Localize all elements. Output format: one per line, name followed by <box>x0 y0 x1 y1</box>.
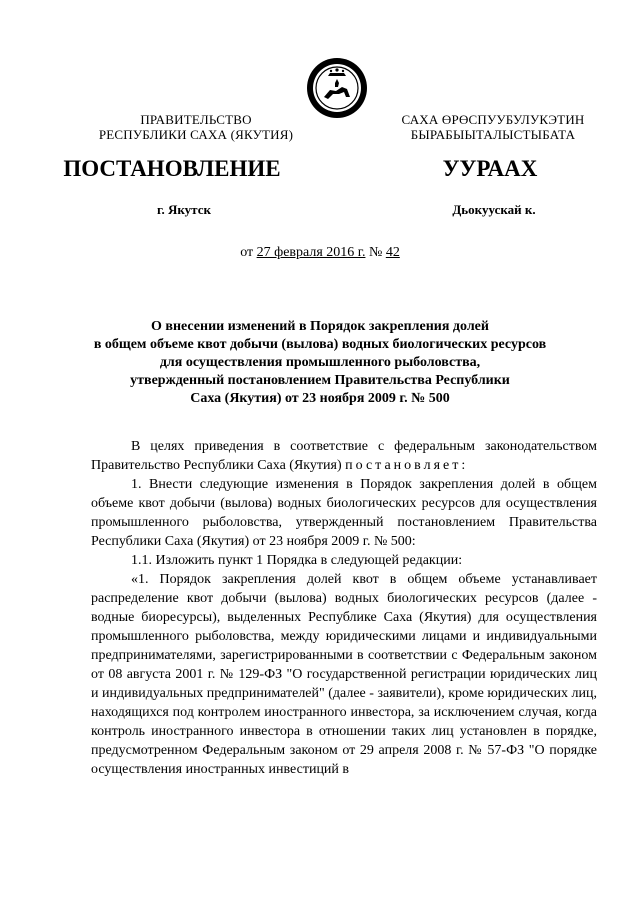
date-number-line <box>0 245 640 261</box>
government-name-ru-line2: РЕСПУБЛИКИ САХА (ЯКУТИЯ) <box>98 127 294 142</box>
paragraph-item-1-1: 1.1. Изложить пункт 1 Порядка в следующей редакции: <box>131 553 463 568</box>
government-name-ru <box>96 112 296 142</box>
city-sakha: Дьокуускай к. <box>452 202 536 217</box>
decree-date: 27 февраля 2016 г. <box>256 245 366 260</box>
government-name-sakha-line2: БЫРАБЫЫТАЛЫСТЫБАТА <box>410 127 576 142</box>
government-name-sakha <box>388 112 598 142</box>
heading-line1: О внесении изменений в Порядок закрепления долей <box>151 319 489 334</box>
document-heading <box>80 318 560 408</box>
preamble-resolves: постановляет: <box>345 458 469 473</box>
heading-line4: утвержденный постановлением Правительства Республики <box>130 373 510 388</box>
heading-line5: Саха (Якутия) от 23 ноября 2009 г. № 500 <box>190 391 450 406</box>
number-prefix: № <box>365 245 386 260</box>
doc-type-sakha: УУРААХ <box>442 156 538 181</box>
paragraph-quoted-item: «1. Порядок закрепления долей квот в общем объеме устанавливает распределение квот добычи (вылова) водных биологических ресурсов (далее - водные биоресурсы), выделенных Республике Саха (Якутия) для осуществления промышленного рыболовства, между юридическими лицами и индивидуальными предпринимателями, зарегистрированными в соответствии с Федеральным законом от 08 августа 2001 г. № 129-ФЗ "О государственной регистрации юридических лиц и индивидуальных предпринимателей" (далее - заявители), кроме юридических лиц, находящихся под контролем иностранного инвестора, за исключением случая, когда контроль иностранного инвестора в отношении таких лиц установлен в порядке, предусмотренном Федеральным законом от 29 апреля 2008 г. № 57-ФЗ "О порядке осуществления иностранных инвестиций в <box>91 572 597 777</box>
doc-type-ru: ПОСТАНОВЛЕНИЕ <box>63 156 281 181</box>
paragraph-item-1: 1. Внести следующие изменения в Порядок закрепления долей в общем объеме квот добычи (вылова) водных биологических ресурсов для осуществления промышленного рыболовства, утвержденный постановлением Правительства Республики Саха (Якутия) от 23 ноября 2009 г. № 500: <box>91 477 597 549</box>
paragraph-preamble <box>91 437 597 475</box>
date-prefix: от <box>240 245 257 260</box>
government-name-sakha-line1: САХА ӨРӨСПУУБУЛУКЭТИН <box>401 112 585 127</box>
heading-line3: для осуществления промышленного рыболовства, <box>159 355 481 370</box>
decree-number: 42 <box>385 245 400 260</box>
coat-of-arms-emblem <box>306 57 368 119</box>
document-body <box>91 437 597 779</box>
government-name-ru-line1: ПРАВИТЕЛЬСТВО <box>140 112 252 127</box>
city-ru: г. Якутск <box>157 202 211 217</box>
heading-line2: в общем объеме квот добычи (вылова) водных биологических ресурсов <box>93 337 547 352</box>
preamble-text: В целях приведения в соответствие с федеральным законодательством Правительство Республики Саха (Якутия) <box>91 439 597 473</box>
